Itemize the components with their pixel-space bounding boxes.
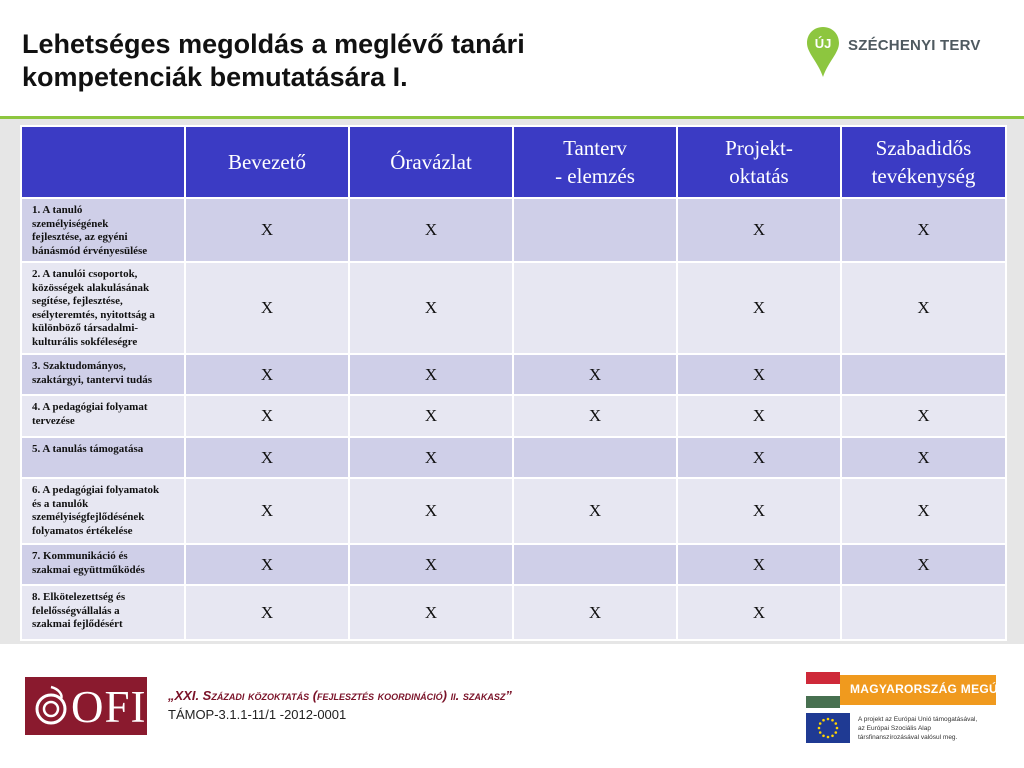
column-header: Tanterv - elemzés bbox=[513, 126, 677, 198]
table-cell bbox=[513, 544, 677, 585]
table-row bbox=[21, 198, 1006, 262]
ofi-logo bbox=[25, 677, 147, 735]
table-cell: X bbox=[841, 478, 1006, 544]
slide-title-line-1: Lehetséges megoldás a meglévő tanári bbox=[22, 29, 525, 59]
competency-label: 8. Elkötelezettség és felelősségvállalás a szakmai fejlődésért bbox=[21, 585, 185, 640]
eu-flag-icon bbox=[806, 713, 850, 743]
table-cell: X bbox=[349, 395, 513, 437]
table-cell: X bbox=[677, 354, 841, 395]
table-row bbox=[21, 544, 1006, 585]
competency-label: 4. A pedagógiai folyamat tervezése bbox=[21, 395, 185, 437]
table-cell: X bbox=[677, 478, 841, 544]
table-cell: X bbox=[185, 395, 349, 437]
table-cell bbox=[513, 198, 677, 262]
table-cell: X bbox=[841, 437, 1006, 478]
eu-funding-text: A projekt az Európai Unió támogatásával, az Európai Szociális Alap társfinanszírozásával valósul meg. bbox=[858, 716, 978, 741]
table-cell: X bbox=[349, 544, 513, 585]
column-header: Bevezető bbox=[185, 126, 349, 198]
table-cell: X bbox=[185, 262, 349, 354]
pin-label: ÚJ bbox=[814, 36, 832, 51]
table-cell: X bbox=[513, 395, 677, 437]
table-cell: X bbox=[349, 437, 513, 478]
column-header: Projekt- oktatás bbox=[677, 126, 841, 198]
table-cell: X bbox=[677, 437, 841, 478]
table-cell: X bbox=[841, 198, 1006, 262]
table-cell: X bbox=[185, 478, 349, 544]
szechenyi-terv-logo bbox=[806, 26, 996, 84]
table-row bbox=[21, 354, 1006, 395]
table-row bbox=[21, 262, 1006, 354]
spiral-emblem-icon bbox=[31, 685, 71, 727]
table-cell: X bbox=[677, 585, 841, 640]
column-header: Szabadidős tevékenység bbox=[841, 126, 1006, 198]
competency-matrix-table bbox=[20, 125, 1007, 641]
table-cell: X bbox=[185, 544, 349, 585]
ofi-logo-text: OFI bbox=[71, 682, 147, 732]
slide-title-line-2: kompetenciák bemutatására I. bbox=[22, 62, 408, 92]
table-cell: X bbox=[841, 262, 1006, 354]
table-cell: X bbox=[349, 478, 513, 544]
szechenyi-terv-text: SZÉCHENYI TERV bbox=[848, 37, 981, 54]
competency-label: 2. A tanulói csoportok, közösségek alakulásának segítése, fejlesztése, esélyteremtés, nyitottság a különböző társadalmi- kulturális sokféleségre bbox=[21, 262, 185, 354]
table-cell: X bbox=[349, 198, 513, 262]
table-row bbox=[21, 478, 1006, 544]
magyarorszag-megujul-bar bbox=[840, 675, 1022, 705]
table-cell: X bbox=[185, 198, 349, 262]
magyarorszag-megujul-logo bbox=[806, 672, 1022, 708]
table-cell: X bbox=[677, 395, 841, 437]
table-row bbox=[21, 395, 1006, 437]
header-corner-cell bbox=[21, 126, 185, 198]
eu-funding-notice bbox=[806, 713, 996, 745]
table-cell: X bbox=[349, 354, 513, 395]
competency-label: 3. Szaktudományos, szaktárgyi, tantervi tudás bbox=[21, 354, 185, 395]
table-cell: X bbox=[513, 478, 677, 544]
table-header-row bbox=[21, 126, 1006, 198]
table-cell: X bbox=[841, 395, 1006, 437]
table-cell: X bbox=[185, 585, 349, 640]
project-code: TÁMOP-3.1.1-11/1 -2012-0001 bbox=[168, 707, 347, 722]
table-cell bbox=[513, 437, 677, 478]
table-cell: X bbox=[677, 198, 841, 262]
table-cell: X bbox=[185, 354, 349, 395]
table-cell: X bbox=[841, 544, 1006, 585]
table-cell: X bbox=[677, 262, 841, 354]
hungarian-flag-icon bbox=[806, 672, 840, 708]
location-pin-icon bbox=[806, 26, 840, 78]
competency-label: 5. A tanulás támogatása bbox=[21, 437, 185, 478]
table-row bbox=[21, 585, 1006, 640]
table-cell: X bbox=[185, 437, 349, 478]
project-title: „XXI. Századi közoktatás (fejlesztés koordináció) ii. szakasz” bbox=[168, 688, 512, 703]
competency-label: 7. Kommunikáció és szakmai együttműködés bbox=[21, 544, 185, 585]
table-cell: X bbox=[677, 544, 841, 585]
magyarorszag-megujul-text: MAGYARORSZÁG MEGÚJUL bbox=[850, 682, 1022, 696]
table-cell: X bbox=[513, 585, 677, 640]
table-cell: X bbox=[513, 354, 677, 395]
table-cell: X bbox=[349, 262, 513, 354]
table-cell bbox=[841, 585, 1006, 640]
slide-title bbox=[22, 28, 742, 94]
table-cell bbox=[841, 354, 1006, 395]
table-row bbox=[21, 437, 1006, 478]
table-cell bbox=[513, 262, 677, 354]
table-cell: X bbox=[349, 585, 513, 640]
competency-label: 6. A pedagógiai folyamatok és a tanulók személyiségfejlődésének folyamatos értékelése bbox=[21, 478, 185, 544]
column-header: Óravázlat bbox=[349, 126, 513, 198]
competency-label: 1. A tanuló személyiségének fejlesztése, az egyéni bánásmód érvényesülése bbox=[21, 198, 185, 262]
